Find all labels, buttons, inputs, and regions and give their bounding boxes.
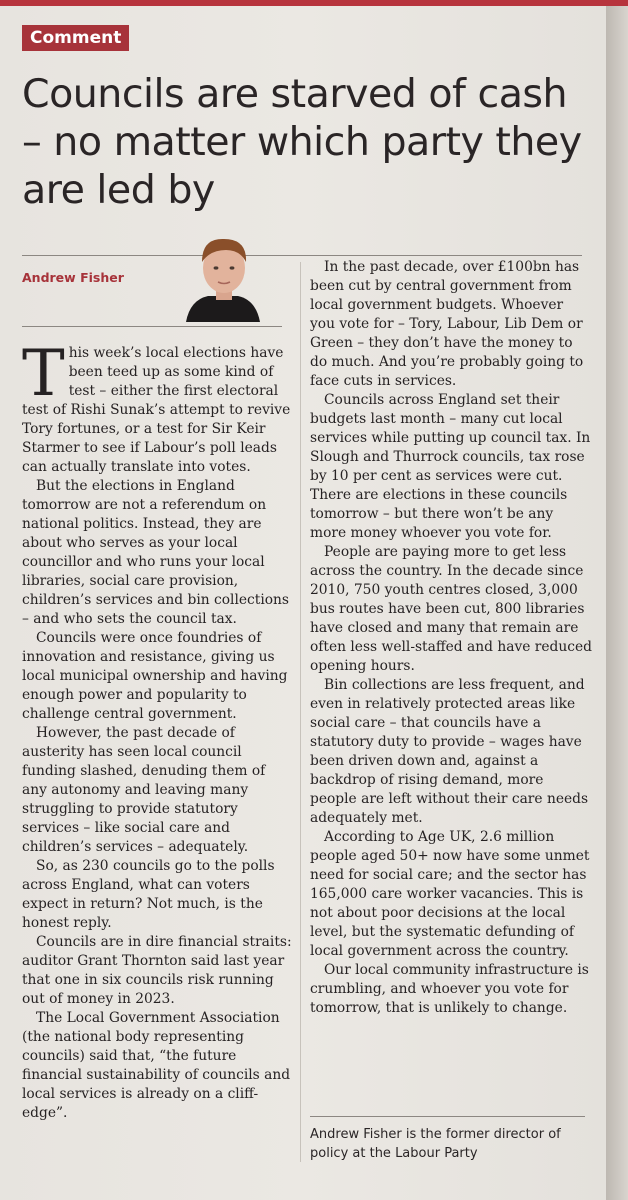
paragraph: Councils are in dire financial straits: auditor Grant Thornton said last year that one in six councils risk running out of money in 2023.: [22, 934, 292, 1007]
paragraph: So, as 230 councils go to the polls across England, what can voters expect in return? Not much, is the honest reply.: [22, 858, 275, 931]
byline: Andrew Fisher: [22, 270, 124, 285]
drop-cap: T: [22, 337, 65, 411]
paragraph: Our local community infrastructure is crumbling, and whoever you vote for tomorrow, that is unlikely to change.: [310, 962, 589, 1016]
adjacent-page-edge: [606, 0, 628, 1200]
byline-rule-top: [22, 255, 582, 256]
left-column: [22, 337, 292, 1123]
paragraph: The Local Government Association (the national body representing councils) said that, “the future financial sustainability of councils and local services is already on a cliff-edge”.: [22, 1010, 291, 1121]
paragraph: People are paying more to get less across the country. In the decade since 2010, 750 youth centres closed, 3,000 bus routes have been cut, 800 libraries have closed and many that remain are often less well-staffed and have reduced opening hours.: [310, 544, 593, 674]
column-divider: [300, 262, 301, 1162]
section-tag: Comment: [22, 25, 129, 51]
paragraph: Bin collections are less frequent, and even in relatively protected areas like social care – that councils have a statutory duty to provide – wages have been driven down and, against a backdrop of rising demand, more people are left without their care needs adequately met.: [310, 677, 589, 826]
author-bio: Andrew Fisher is the former director of policy at the Labour Party: [310, 1127, 561, 1161]
paragraph: But the elections in England tomorrow are not a referendum on national politics. Instead, they are about who serves as your local councillor and who runs your local libraries, social care provision, children’s services and bin collections – and who sets the council tax.: [22, 478, 289, 627]
paragraph: Councils were once foundries of innovation and resistance, giving us local municipal ownership and having enough power and popularity to challenge central government.: [22, 630, 288, 722]
paragraph: Councils across England set their budgets last month – many cut local services while putting up council tax. In Slough and Thurrock councils, tax rose by 10 per cent as services were cut. There are elections in these councils tomorrow – but there won’t be any more money whoever you vote for.: [310, 392, 591, 541]
top-red-rule: [0, 0, 628, 6]
byline-rule-bottom: [22, 326, 282, 327]
bio-rule: [310, 1116, 585, 1117]
paragraph: According to Age UK, 2.6 million people aged 50+ now have some unmet need for social care; and the sector has 165,000 care worker vacancies. This is not about poor decisions at the local level, but the systematic defunding of local government across the country.: [310, 829, 590, 959]
paragraph: In the past decade, over £100bn has been cut by central government from local government budgets. Whoever you vote for – Tory, Labour, Lib Dem or Green – they don’t have the money to do much. And you’re probably going to face cuts in services.: [310, 259, 584, 389]
right-column: [310, 258, 592, 1018]
paragraph: This week’s local elections have been teed up as some kind of test – either the first electoral test of Rishi Sunak’s attempt to revive Tory fortunes, or a test for Sir Keir Starmer to see if Labour’s poll leads can actually translate into votes.: [22, 337, 291, 475]
headline: Councils are starved of cash – no matter which party they are led by: [22, 71, 582, 213]
author-portrait: [180, 232, 266, 322]
paragraph: However, the past decade of austerity has seen local council funding slashed, denuding them of any autonomy and leaving many struggling to provide statutory services – like social care and children’s services – adequately.: [22, 725, 266, 855]
